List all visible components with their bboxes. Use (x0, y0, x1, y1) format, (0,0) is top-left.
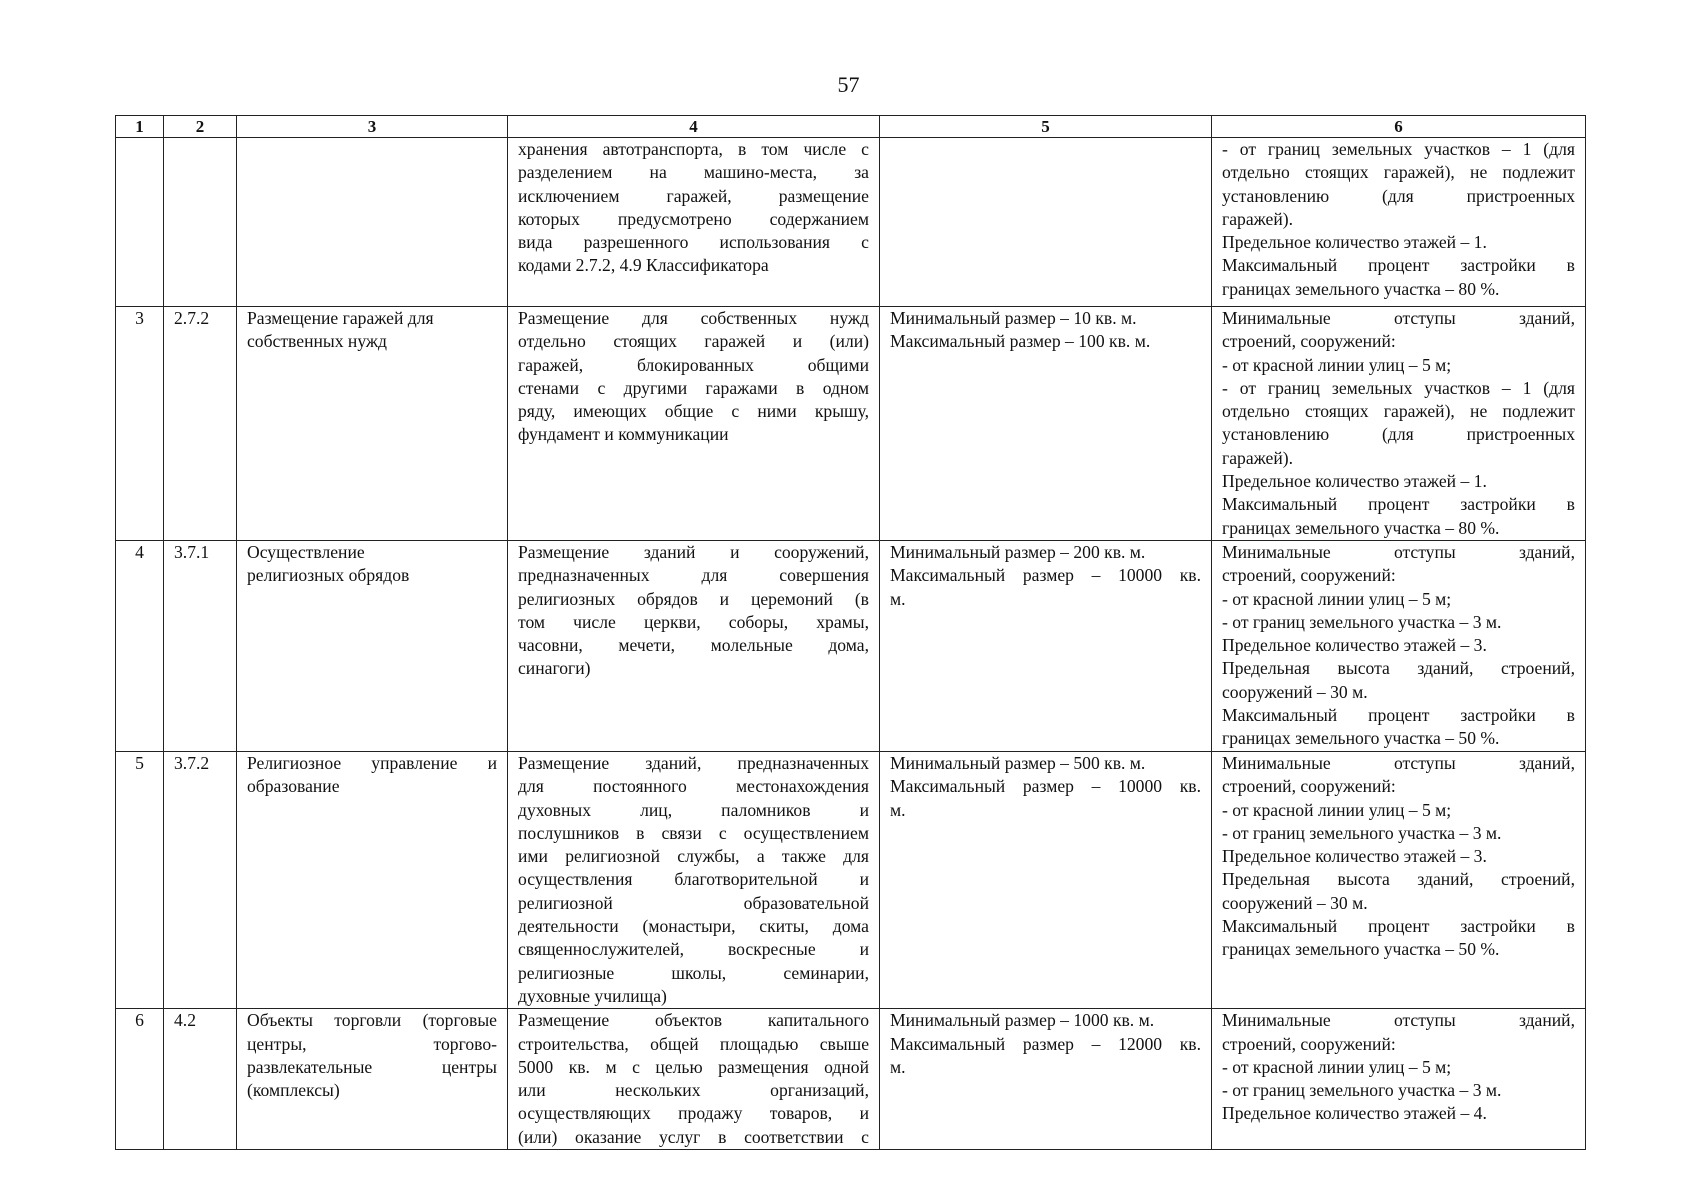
row-name (237, 541, 508, 752)
cell-text-line: - от границ земельного участка – 3 м. (1222, 611, 1502, 632)
cell-text-line: Размещение зданий, предназначенных (518, 753, 869, 773)
cell-text-line: духовные училища) (518, 985, 667, 1006)
cell-text-line: Предельное количество этажей – 3. (1222, 846, 1487, 867)
cell-text-line: - от границ земельных участков – 1 (для (1222, 139, 1575, 159)
cell-text-line: или нескольких организаций, (518, 1080, 869, 1101)
cell-text-line: Предельное количество этажей – 1. (1222, 471, 1487, 492)
cell-text-line: разделением на машино-места, за (518, 162, 869, 183)
header-col-5: 5 (880, 116, 1212, 138)
cell-text-line: Размещение объектов капитального (518, 1010, 869, 1031)
row-size (880, 1009, 1212, 1150)
cell-text-line: образование (247, 776, 340, 797)
table-row (116, 541, 1586, 752)
cell-text-line: Предельная высота зданий, строений, (1222, 658, 1575, 679)
cell-text-line: религиозных обрядов (247, 565, 410, 586)
row-description (508, 752, 880, 1009)
cell-text-line: Минимальный размер – 500 кв. м. (890, 753, 1146, 773)
cell-text-line: сооружений – 30 м. (1222, 681, 1368, 702)
cell-text-line: отдельно стоящих гаражей и (или) (518, 331, 869, 352)
table-row (116, 307, 1586, 541)
row-code: 4.2 (164, 1009, 237, 1150)
table-row (116, 1009, 1586, 1150)
cell-text-line: кодами 2.7.2, 4.9 Классификатора (518, 255, 769, 276)
cell-text-line: - от границ земельного участка – 3 м. (1222, 822, 1502, 843)
cell-text-line: ими религиозной службы, а также для (518, 846, 869, 867)
cell-text-line: строений, сооружений: (1222, 331, 1396, 352)
cell-text-line: Предельное количество этажей – 4. (1222, 1103, 1487, 1124)
row-size (880, 541, 1212, 752)
cell-text-line: Осуществление (247, 542, 365, 562)
cell-text-line: гаражей, блокированных общими (518, 354, 869, 375)
row-number: 5 (116, 752, 164, 1009)
cell-text-line: Минимальные отступы зданий, (1222, 308, 1575, 328)
cell-text-line: границах земельного участка – 80 %. (1222, 278, 1500, 299)
header-col-2: 2 (164, 116, 237, 138)
cell-text-line: м. (890, 799, 906, 820)
cell-text-line: религиозных обрядов и церемоний (в (518, 588, 869, 609)
row-params (1212, 752, 1586, 1009)
cell-text-line: границах земельного участка – 80 %. (1222, 517, 1500, 538)
cell-text-line: Размещение гаражей для (247, 308, 434, 328)
cell-text-line: послушников в связи с осуществлением (518, 822, 869, 843)
cell-text-line: - от красной линии улиц – 5 м; (1222, 799, 1452, 820)
row-number (116, 138, 164, 307)
cell-text-line: Максимальный размер – 10000 кв. (890, 776, 1201, 797)
cell-text-line: - от красной линии улиц – 5 м; (1222, 588, 1452, 609)
cell-text-line: синагоги) (518, 658, 591, 679)
row-name (237, 138, 508, 307)
cell-text-line: м. (890, 588, 906, 609)
cell-text-line: духовных лиц, паломников и (518, 799, 869, 820)
cell-text-line: (или) оказание услуг в соответствии с (518, 1126, 869, 1147)
cell-text-line: Максимальный процент застройки в (1222, 494, 1575, 515)
row-code (164, 138, 237, 307)
row-code: 3.7.2 (164, 752, 237, 1009)
cell-text-line: - от красной линии улиц – 5 м; (1222, 354, 1452, 375)
row-size (880, 307, 1212, 541)
cell-text-line: Максимальный размер – 12000 кв. (890, 1033, 1201, 1054)
cell-text-line: фундамент и коммуникации (518, 424, 729, 445)
cell-text-line: религиозной образовательной (518, 892, 869, 913)
row-number: 6 (116, 1009, 164, 1150)
cell-text-line: религиозные школы, семинарии, (518, 962, 869, 983)
cell-text-line: священнослужителей, воскресные и (518, 939, 869, 960)
cell-text-line: Размещение для собственных нужд (518, 308, 869, 328)
header-col-4: 4 (508, 116, 880, 138)
cell-text-line: отдельно стоящих гаражей), не подлежит (1222, 162, 1575, 183)
cell-text-line: Предельная высота зданий, строений, (1222, 869, 1575, 890)
cell-text-line: 5000 кв. м с целью размещения одной (518, 1056, 869, 1077)
row-params (1212, 307, 1586, 541)
cell-text-line: Минимальные отступы зданий, (1222, 1010, 1575, 1031)
cell-text-line: хранения автотранспорта, в том числе с (518, 139, 869, 159)
row-number: 4 (116, 541, 164, 752)
cell-text-line: Минимальный размер – 200 кв. м. (890, 542, 1146, 562)
cell-text-line: центры, торгово- (247, 1033, 497, 1054)
cell-text-line: Максимальный процент застройки в (1222, 705, 1575, 726)
cell-text-line: предназначенных для совершения (518, 565, 869, 586)
row-description (508, 541, 880, 752)
cell-text-line: осуществления благотворительной и (518, 869, 869, 890)
cell-text-line: Религиозное управление и (247, 753, 497, 773)
header-col-6: 6 (1212, 116, 1586, 138)
cell-text-line: Минимальные отступы зданий, (1222, 753, 1575, 773)
header-col-1: 1 (116, 116, 164, 138)
row-name (237, 752, 508, 1009)
table-header-row (116, 116, 1586, 138)
cell-text-line: гаражей). (1222, 208, 1294, 229)
row-size (880, 138, 1212, 307)
cell-text-line: Минимальный размер – 10 кв. м. (890, 308, 1137, 328)
row-name (237, 307, 508, 541)
cell-text-line: часовни, мечети, молельные дома, (518, 635, 869, 656)
cell-text-line: Минимальные отступы зданий, (1222, 542, 1575, 562)
row-description (508, 1009, 880, 1150)
cell-text-line: вида разрешенного использования с (518, 232, 869, 253)
cell-text-line: установлению (для пристроенных (1222, 185, 1575, 206)
cell-text-line: Максимальный процент застройки в (1222, 255, 1575, 276)
cell-text-line: - от границ земельного участка – 3 м. (1222, 1080, 1502, 1101)
cell-text-line: строительства, общей площадью свыше (518, 1033, 869, 1054)
cell-text-line: Предельное количество этажей – 3. (1222, 635, 1487, 656)
cell-text-line: - от красной линии улиц – 5 м; (1222, 1056, 1452, 1077)
cell-text-line: для постоянного местонахождения (518, 776, 869, 797)
row-name (237, 1009, 508, 1150)
table-row (116, 138, 1586, 307)
cell-text-line: - от границ земельных участков – 1 (для (1222, 377, 1575, 398)
cell-text-line: строений, сооружений: (1222, 1033, 1396, 1054)
cell-text-line: границах земельного участка – 50 %. (1222, 728, 1500, 749)
row-number: 3 (116, 307, 164, 541)
cell-text-line: ряду, имеющих общие с ними крышу, (518, 401, 869, 422)
cell-text-line: Размещение зданий и сооружений, (518, 542, 869, 562)
cell-text-line: строений, сооружений: (1222, 776, 1396, 797)
row-description (508, 307, 880, 541)
row-params (1212, 138, 1586, 307)
cell-text-line: установлению (для пристроенных (1222, 424, 1575, 445)
cell-text-line: м. (890, 1056, 906, 1077)
header-col-3: 3 (237, 116, 508, 138)
zoning-table (115, 115, 1586, 1150)
row-size (880, 752, 1212, 1009)
cell-text-line: собственных нужд (247, 331, 388, 352)
cell-text-line: гаражей). (1222, 447, 1294, 468)
cell-text-line: (комплексы) (247, 1080, 340, 1101)
table-row (116, 752, 1586, 1009)
cell-text-line: Максимальный размер – 10000 кв. (890, 565, 1201, 586)
cell-text-line: Максимальный размер – 100 кв. м. (890, 331, 1151, 352)
page-number: 57 (837, 72, 860, 97)
cell-text-line: отдельно стоящих гаражей), не подлежит (1222, 401, 1575, 422)
cell-text-line: осуществляющих продажу товаров, и (518, 1103, 869, 1124)
row-code: 2.7.2 (164, 307, 237, 541)
cell-text-line: строений, сооружений: (1222, 565, 1396, 586)
cell-text-line: Максимальный процент застройки в (1222, 916, 1575, 937)
cell-text-line: том числе церкви, соборы, храмы, (518, 611, 869, 632)
row-params (1212, 541, 1586, 752)
cell-text-line: Объекты торговли (торговые (247, 1010, 497, 1031)
cell-text-line: Минимальный размер – 1000 кв. м. (890, 1010, 1155, 1031)
cell-text-line: которых предусмотрено содержанием (518, 208, 869, 229)
row-description (508, 138, 880, 307)
cell-text-line: развлекательные центры (247, 1056, 497, 1077)
row-params (1212, 1009, 1586, 1150)
row-code: 3.7.1 (164, 541, 237, 752)
cell-text-line: границах земельного участка – 50 %. (1222, 939, 1500, 960)
cell-text-line: сооружений – 30 м. (1222, 892, 1368, 913)
cell-text-line: Предельное количество этажей – 1. (1222, 232, 1487, 253)
cell-text-line: стенами с другими гаражами в одном (518, 377, 869, 398)
cell-text-line: исключением гаражей, размещение (518, 185, 869, 206)
cell-text-line: деятельности (монастыри, скиты, дома (518, 916, 869, 937)
